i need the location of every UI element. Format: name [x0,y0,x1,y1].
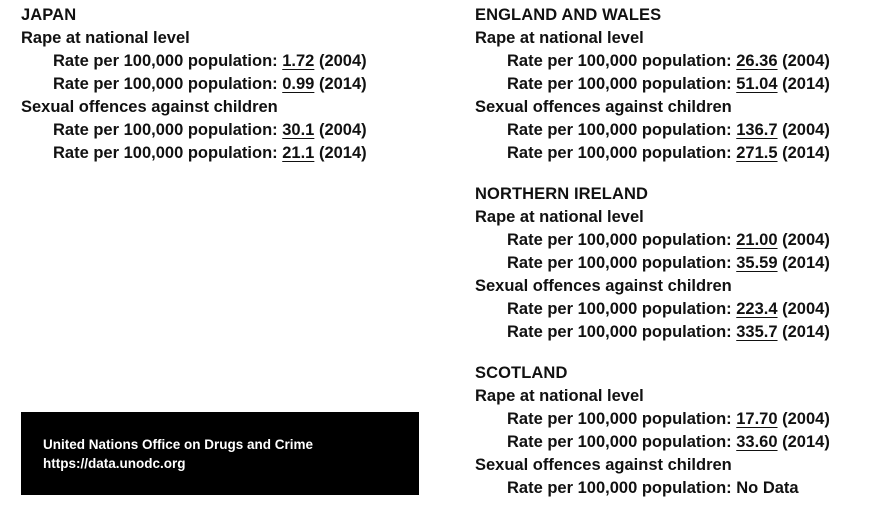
stat-line [475,321,874,344]
stat-year: (2004) [314,52,367,70]
stat-year: (2004) [777,300,830,318]
section-title-rape: Rape at national level [21,29,190,47]
stat-line [475,408,874,431]
stat-label: Rate per 100,000 population: [507,75,737,93]
stat-value: 51.04 [736,75,778,93]
stat-label: Rate per 100,000 population: [53,121,283,139]
stat-line [475,477,874,500]
stat-value: 271.5 [736,144,778,162]
stat-line [475,119,874,142]
stat-value: 26.36 [736,52,778,70]
stat-value: 35.59 [736,254,778,272]
stat-value: 17.70 [736,410,778,428]
stat-year: (2004) [314,121,367,139]
stat-line [475,73,874,96]
stat-year: (2004) [777,231,830,249]
stat-line [21,142,441,165]
stat-label: Rate per 100,000 population: [507,323,737,341]
stat-label: Rate per 100,000 population: [507,52,737,70]
source-box [21,412,419,495]
stat-value: 30.1 [282,121,315,139]
country-name: NORTHERN IRELAND [475,185,649,203]
stat-year: (2004) [777,121,830,139]
stat-value: 136.7 [736,121,778,139]
country-name: SCOTLAND [475,364,568,382]
stat-value: 0.99 [282,75,315,93]
stat-label: Rate per 100,000 population: [507,479,737,497]
stat-year: (2014) [777,254,830,272]
stat-label: Rate per 100,000 population: [507,300,737,318]
country-block-scotland [475,362,874,500]
section-title-children: Sexual offences against children [475,98,732,116]
stat-label: Rate per 100,000 population: [507,254,737,272]
stat-year: (2004) [777,52,830,70]
stat-year: (2014) [777,75,830,93]
country-block-england-and-wales [475,4,874,165]
stat-value: 335.7 [736,323,778,341]
stat-label: Rate per 100,000 population: [53,75,283,93]
stat-value: 1.72 [282,52,315,70]
stat-year: (2014) [777,323,830,341]
stat-year: (2014) [777,433,830,451]
stat-value-no-data: No Data [736,479,799,497]
stat-year: (2004) [777,410,830,428]
stat-line [21,50,441,73]
stat-year: (2014) [314,144,367,162]
stat-line [21,73,441,96]
country-block-japan [21,4,441,165]
stat-line [475,50,874,73]
stat-label: Rate per 100,000 population: [507,231,737,249]
stat-label: Rate per 100,000 population: [507,121,737,139]
stat-label: Rate per 100,000 population: [507,144,737,162]
stat-year: (2014) [777,144,830,162]
stat-line [475,252,874,275]
stat-year: (2014) [314,75,367,93]
source-url: https://data.unodc.org [43,456,186,471]
stat-value: 21.00 [736,231,778,249]
stat-label: Rate per 100,000 population: [53,52,283,70]
stat-line [475,431,874,454]
country-name: JAPAN [21,6,77,24]
section-title-children: Sexual offences against children [475,456,732,474]
section-title-children: Sexual offences against children [21,98,278,116]
country-name: ENGLAND AND WALES [475,6,662,24]
stat-line [475,142,874,165]
section-title-children: Sexual offences against children [475,277,732,295]
section-title-rape: Rape at national level [475,208,644,226]
stat-label: Rate per 100,000 population: [53,144,283,162]
country-block-northern-ireland [475,183,874,344]
stat-label: Rate per 100,000 population: [507,433,737,451]
stat-label: Rate per 100,000 population: [507,410,737,428]
stat-line [475,229,874,252]
stat-line [21,119,441,142]
stat-line [475,298,874,321]
section-title-rape: Rape at national level [475,387,644,405]
stat-value: 223.4 [736,300,778,318]
stat-value: 21.1 [282,144,315,162]
stat-value: 33.60 [736,433,778,451]
section-title-rape: Rape at national level [475,29,644,47]
source-org: United Nations Office on Drugs and Crime [43,437,314,452]
